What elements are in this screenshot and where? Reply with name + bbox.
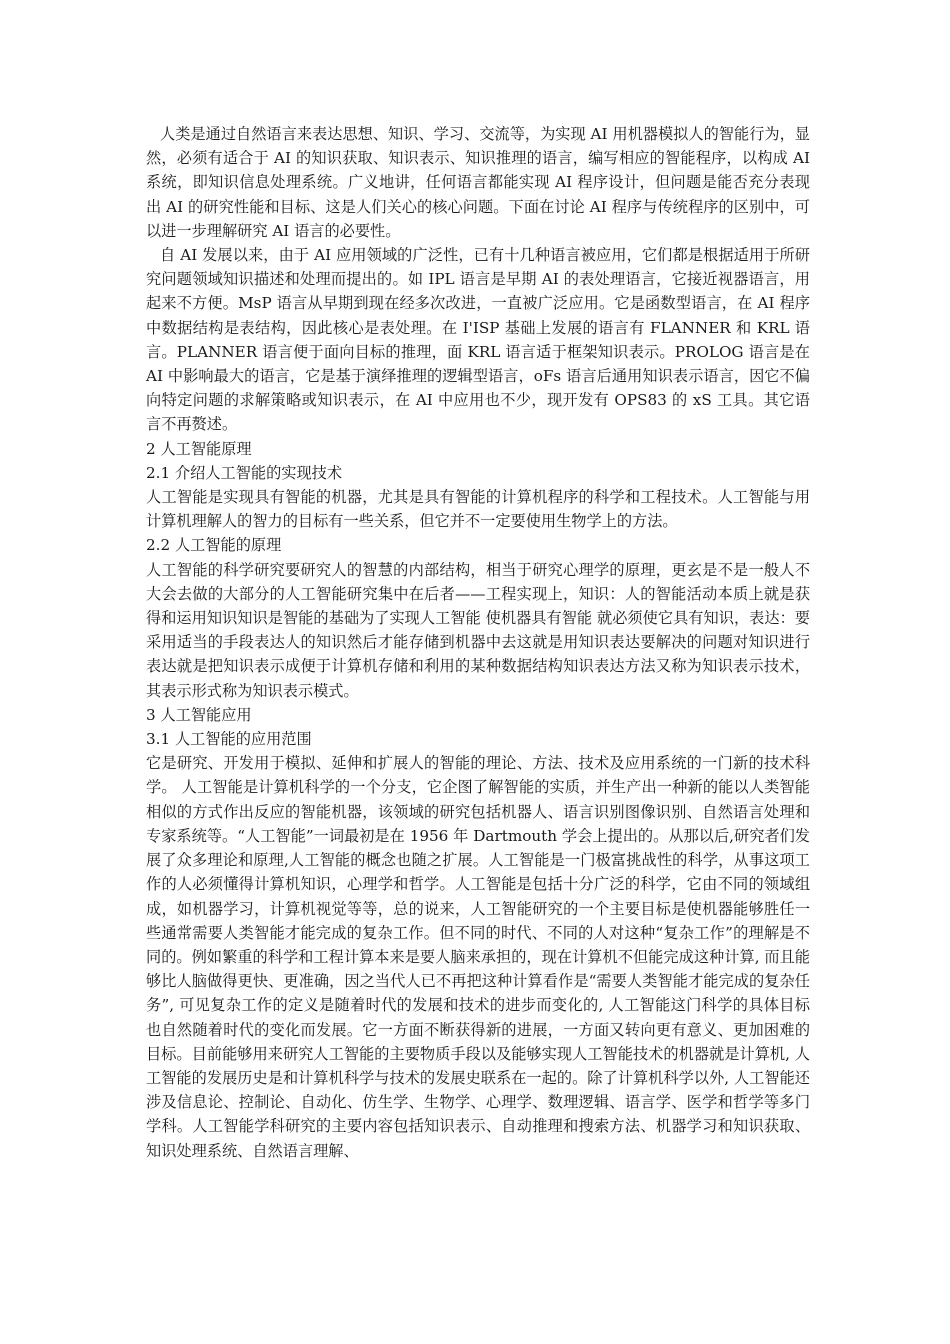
- document-page: [146, 122, 810, 1163]
- section-heading-2-2: 2.2 人工智能的原理: [146, 536, 282, 555]
- paragraph-ai-languages-history: 自 AI 发展以来，由于 AI 应用领域的广泛性，已有十几种语言被应用，它们都是根据适用于所研究问题领域知识描述和处理而提出的。如 IPL 语言是早期 AI 的表处理语言，它接近视器语言，用起来不方便。MsP 语言从早期到现在经多次改进，一直被广泛应用。它是函数型语言，在 AI 程序中数据结构是表结构，因此核心是表处理。在 I'ISP 基础上发展的语言有 FLANNER 和 KRL 语言。PLANNER 语言便于面向目标的推理，面 KRL 语言适于框架知识表示。PROLOG 语言是在 AI 中影响最大的语言，它是基于演绎推理的逻辑型语言，oFs 语言后通用知识表示语言，因它不偏向特定问题的求解策略或知识表示，在 AI 中应用也不少，现开发有 OPS83 的 xS 工具。其它语言不再赘述。: [146, 246, 810, 434]
- paragraph-ai-application-scope: 它是研究、开发用于模拟、延伸和扩展人的智能的理论、方法、技术及应用系统的一门新的技术科学。 人工智能是计算机科学的一个分支，它企图了解智能的实质，并生产出一种新的能以人类智能相似的方式作出反应的智能机器，该领域的研究包括机器人、语言识别图像识别、自然语言处理和专家系统等。“人工智能”一词最初是在 1956 年 Dartmouth 学会上提出的。从那以后,研究者们发展了众多理论和原理,人工智能的概念也随之扩展。人工智能是一门极富挑战性的科学，从事这项工作的人必须懂得计算机知识，心理学和哲学。人工智能是包括十分广泛的科学，它由不同的领域组成，如机器学习，计算机视觉等等，总的说来，人工智能研究的一个主要目标是使机器能够胜任一些通常需要人类智能才能完成的复杂工作。但不同的时代、不同的人对这种“复杂工作”的理解是不同的。例如繁重的科学和工程计算本来是要人脑来承担的，现在计算机不但能完成这种计算, 而且能够比人脑做得更快、更准确，因之当代人已不再把这种计算看作是“需要人类智能才能完成的复杂任务”, 可见复杂工作的定义是随着时代的发展和技术的进步而变化的, 人工智能这门科学的具体目标也自然随着时代的变化而发展。它一方面不断获得新的进展，一方面又转向更有意义、更加困难的目标。目前能够用来研究人工智能的主要物质手段以及能够实现人工智能技术的机器就是计算机, 人工智能的发展历史是和计算机科学与技术的发展史联系在一起的。除了计算机科学以外, 人工智能还涉及信息论、控制论、自动化、仿生学、生物学、心理学、数理逻辑、语言学、医学和哲学等多门学科。人工智能学科研究的主要内容包括知识表示、自动推理和搜索方法、机器学习和知识获取、知识处理系统、自然语言理解、: [146, 754, 810, 1160]
- paragraph-ai-principle: 人工智能的科学研究要研究人的智慧的内部结构，相当于研究心理学的原理，更玄是不是一般人不大会去做的大部分的人工智能研究集中在后者——工程实现上，知识：人的智能活动本质上就是获得和运用知识知识是智能的基础为了实现人工智能 使机器具有智能 就必须使它具有知识，表达：要采用适当的手段表达人的知识然后才能存储到机器中去这就是用知识表达要解决的问题对知识进行表达就是把知识表示成便于计算机存储和利用的某种数据结构知识表达方法又称为知识表示技术，其表示形式称为知识表示模式。: [146, 560, 810, 700]
- paragraph-ai-language-intro: 人类是通过自然语言来表达思想、知识、学习、交流等，为实现 AI 用机器模拟人的智能行为，显然，必须有适合于 AI 的知识获取、知识表示、知识推理的语言，编写相应的智能程序，以构成 AI 系统，即知识信息处理系统。广义地讲，任何语言都能实现 AI 程序设计，但问题是能否充分表现出 AI 的研究性能和目标、这是人们关心的核心问题。下面在讨论 AI 程序与传统程序的区别中，可以进一步理解研究 AI 语言的必要性。: [146, 125, 810, 240]
- section-heading-2-1: 2.1 介绍人工智能的实现技术: [146, 463, 343, 482]
- section-heading-2: 2 人工智能原理: [146, 439, 252, 458]
- section-heading-3: 3 人工智能应用: [146, 705, 252, 724]
- paragraph-ai-definition: 人工智能是实现具有智能的机器，尤其是具有智能的计算机程序的科学和工程技术。人工智能与用计算机理解人的智力的目标有一些关系，但它并不一定要使用生物学上的方法。: [146, 488, 810, 531]
- section-heading-3-1: 3.1 人工智能的应用范围: [146, 730, 312, 749]
